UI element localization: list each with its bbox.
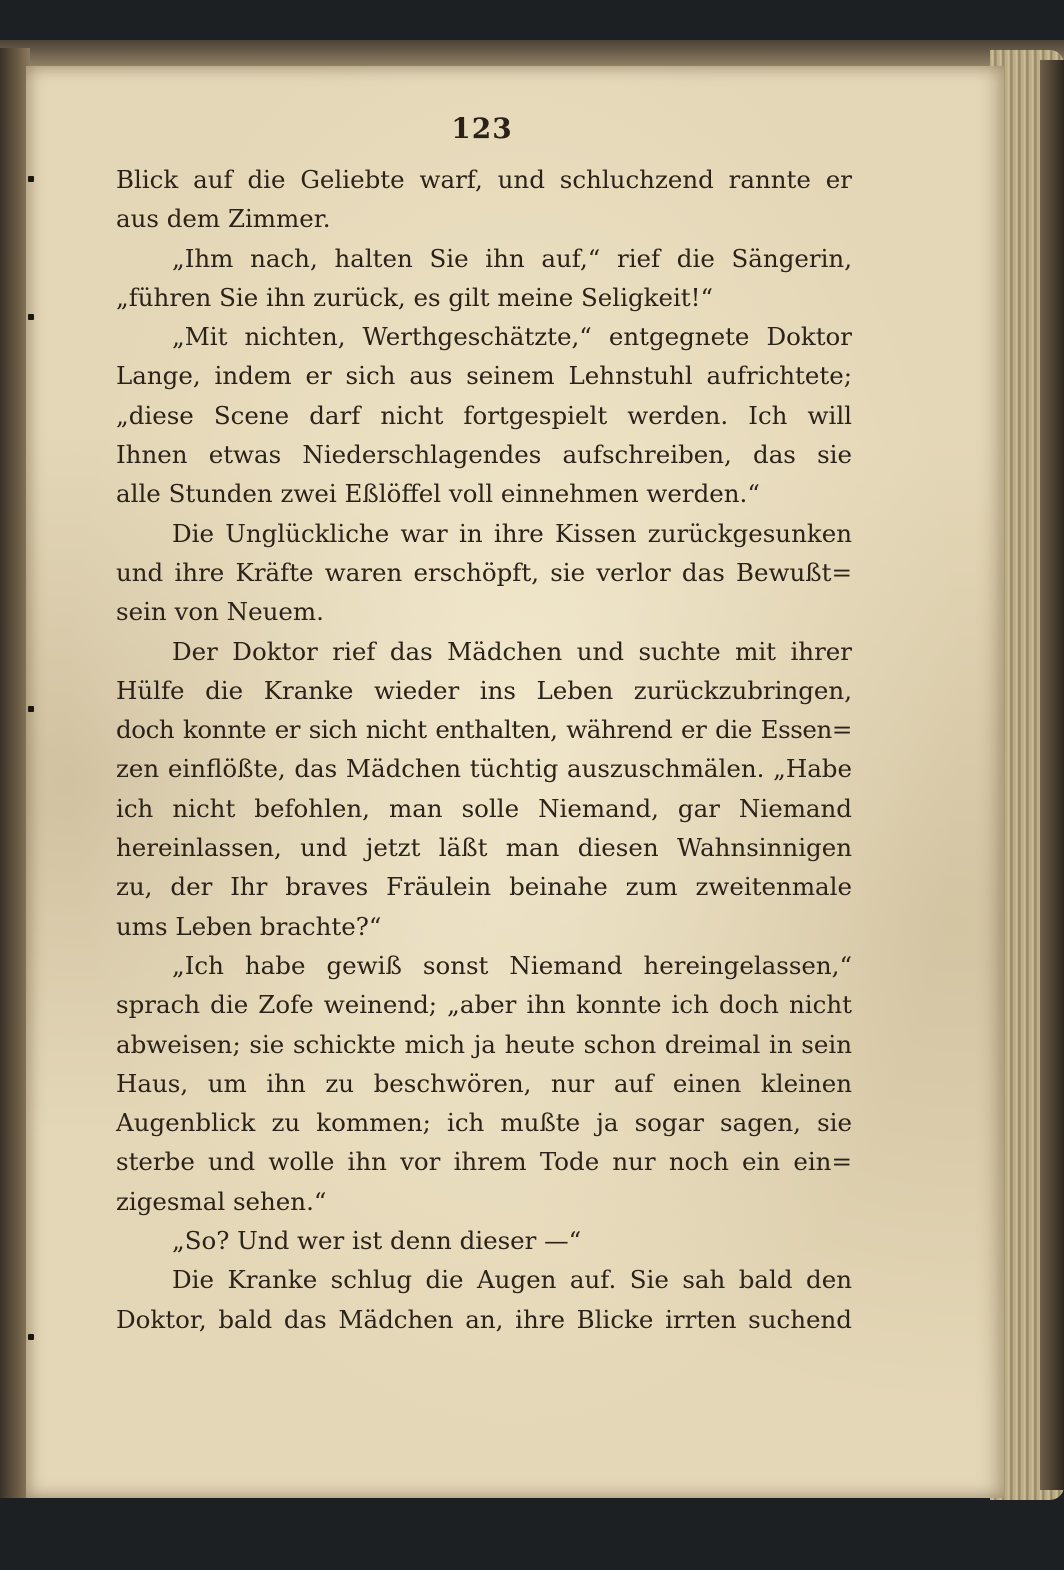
cover-edge: [1040, 60, 1064, 1490]
text-line: aus dem Zimmer.: [116, 204, 331, 234]
text-line: zu, der Ihr braves Fräulein beinahe zum zweitenmale: [116, 872, 852, 902]
text-line: zigesmal sehen.“: [116, 1186, 327, 1216]
text-line: Die Unglückliche war in ihre Kissen zurückgesunken: [172, 518, 852, 548]
text-line: doch konnte er sich nicht enthalten, während er die Essen=: [116, 715, 852, 745]
text-line: „So? Und wer ist denn dieser —“: [172, 1226, 582, 1256]
text-line: ich nicht befohlen, man solle Niemand, gar Niemand: [116, 793, 852, 823]
text-line: Die Kranke schlug die Augen auf. Sie sah bald den: [172, 1265, 852, 1295]
text-line: sprach die Zofe weinend; „aber ihn konnte ich doch nicht: [116, 990, 852, 1020]
text-line: Doktor, bald das Mädchen an, ihre Blicke irrten suchend: [116, 1304, 852, 1334]
text-line: hereinlassen, und jetzt läßt man diesen Wahnsinnigen: [116, 833, 852, 863]
text-line: sterbe und wolle ihn vor ihrem Tode nur noch ein ein=: [116, 1147, 852, 1177]
text-line: „Ihm nach, halten Sie ihn auf,“ rief die Sängerin,: [172, 243, 852, 273]
page-number: 123: [451, 112, 513, 145]
margin-speck: [28, 176, 34, 182]
text-line: Haus, um ihn zu beschwören, nur auf einen kleinen: [116, 1068, 852, 1098]
text-line: Lange, indem er sich aus seinem Lehnstuhl aufrichtete;: [116, 361, 852, 391]
text-line: Der Doktor rief das Mädchen und suchte mit ihrer: [172, 636, 852, 666]
margin-speck: [28, 1334, 34, 1340]
text-line: Hülfe die Kranke wieder ins Leben zurückzubringen,: [116, 675, 852, 705]
margin-speck: [28, 706, 34, 712]
margin-speck: [28, 314, 34, 320]
text-line: und ihre Kräfte waren erschöpft, sie verlor das Bewußt=: [116, 557, 852, 587]
text-line: „diese Scene darf nicht fortgespielt werden. Ich will: [116, 400, 852, 430]
text-line: alle Stunden zwei Eßlöffel voll einnehmen werden.“: [116, 479, 760, 509]
text-line: zen einflößte, das Mädchen tüchtig auszuschmälen. „Habe: [116, 754, 852, 784]
text-line: Augenblick zu kommen; ich mußte ja sogar sagen, sie: [116, 1108, 852, 1138]
text-line: ums Leben brachte?“: [116, 911, 382, 941]
body-text: [116, 160, 852, 1339]
text-line: Blick auf die Geliebte warf, und schluchzend rannte er: [116, 165, 852, 194]
text-line: „Ich habe gewiß sonst Niemand hereingelassen,“: [172, 950, 852, 980]
text-line: sein von Neuem.: [116, 597, 324, 627]
text-line: „führen Sie ihn zurück, es gilt meine Seligkeit!“: [116, 282, 714, 312]
text-line: abweisen; sie schickte mich ja heute schon dreimal in sein: [116, 1029, 852, 1059]
text-line: Ihnen etwas Niederschlagendes aufschreiben, das sie: [116, 440, 852, 470]
text-line: „Mit nichten, Werthgeschätzte,“ entgegnete Doktor: [172, 322, 852, 352]
